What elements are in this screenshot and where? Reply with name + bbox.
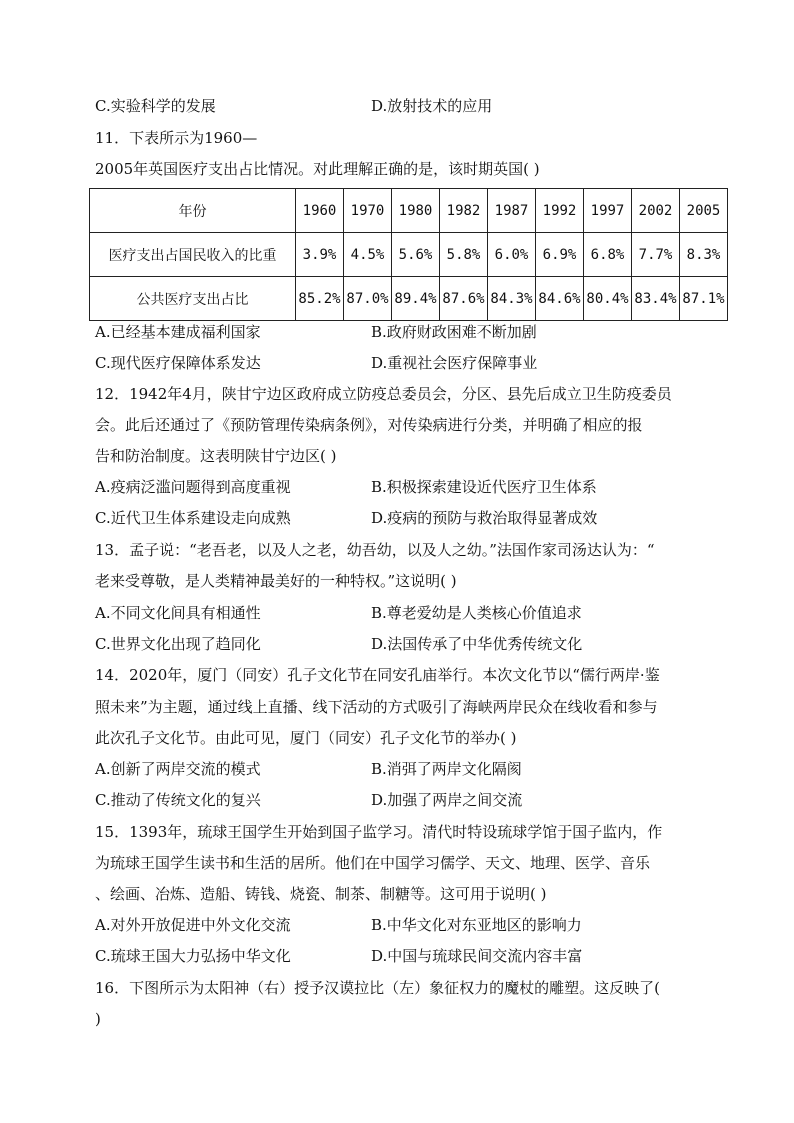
year-cell: 1982: [440, 189, 488, 233]
q14-stem-line1: 14．2020年，厦门（同安）孔子文化节在同安孔庙举行。本次文化节以“儒行两岸·鉴: [95, 666, 660, 684]
table-header-label: 年份: [90, 189, 296, 233]
value-cell: 7.7%: [632, 233, 680, 277]
q11-stem-line2: 2005年英国医疗支出占比情况。对此理解正确的是，该时期英国( ): [95, 160, 540, 178]
value-cell: 87.0%: [344, 277, 392, 321]
q13-option-b: B.尊老爱幼是人类核心价值追求: [371, 604, 582, 622]
q12-option-c: C.近代卫生体系建设走向成熟: [95, 509, 291, 527]
medical-expenditure-table: [89, 188, 728, 321]
year-cell: 2002: [632, 189, 680, 233]
value-cell: 6.9%: [536, 233, 584, 277]
q15-option-d: D.中国与琉球民间交流内容丰富: [371, 947, 583, 965]
q13-option-d: D.法国传承了中华优秀传统文化: [371, 635, 583, 653]
table-row-income-share: [90, 233, 728, 277]
q12-option-a: A.疫病泛滥问题得到高度重视: [95, 478, 291, 496]
q12-stem-line1: 12．1942年4月，陕甘宁边区政府成立防疫总委员会，分区、县先后成立卫生防疫委员: [95, 385, 672, 403]
q13-stem-line1: 13．孟子说：“老吾老，以及人之老，幼吾幼，以及人之幼。”法国作家司汤达认为：“: [95, 541, 655, 559]
q14-option-d: D.加强了两岸之间交流: [371, 791, 523, 809]
value-cell: 85.2%: [296, 277, 344, 321]
value-cell: 87.6%: [440, 277, 488, 321]
q15-stem-line2: 为琉球王国学生读书和生活的居所。他们在中国学习儒学、天文、地理、医学、音乐: [95, 854, 651, 872]
value-cell: 6.0%: [488, 233, 536, 277]
value-cell: 3.9%: [296, 233, 344, 277]
q12-stem-line3: 告和防治制度。这表明陕甘宁边区( ): [95, 447, 337, 465]
q13-option-a: A.不同文化间具有相通性: [95, 604, 261, 622]
q13-stem-line2: 老来受尊敬，是人类精神最美好的一种特权。”这说明( ): [95, 572, 457, 590]
table-row-years: [90, 189, 728, 233]
q10-option-d: D.放射技术的应用: [371, 97, 493, 115]
q11-option-b: B.政府财政困难不断加剧: [371, 323, 537, 341]
value-cell: 5.8%: [440, 233, 488, 277]
q11-stem-line1: 11．下表所示为1960—: [95, 129, 258, 147]
year-cell: 1997: [584, 189, 632, 233]
q12-stem-line2: 会。此后还通过了《预防管理传染病条例》，对传染病进行分类，并明确了相应的报: [95, 416, 643, 434]
row-label-public-share: 公共医疗支出占比: [90, 277, 296, 321]
value-cell: 83.4%: [632, 277, 680, 321]
value-cell: 84.6%: [536, 277, 584, 321]
value-cell: 89.4%: [392, 277, 440, 321]
year-cell: 1970: [344, 189, 392, 233]
year-cell: 2005: [680, 189, 728, 233]
q14-option-a: A.创新了两岸交流的模式: [95, 760, 261, 778]
q11-option-c: C.现代医疗保障体系发达: [95, 354, 261, 372]
row-label-income-share: 医疗支出占国民收入的比重: [90, 233, 296, 277]
value-cell: 5.6%: [392, 233, 440, 277]
q15-option-a: A.对外开放促进中外文化交流: [95, 916, 291, 934]
year-cell: 1992: [536, 189, 584, 233]
q16-stem-line1: 16．下图所示为太阳神（右）授予汉谟拉比（左）象征权力的魔杖的雕塑。这反映了(: [95, 979, 660, 997]
q12-option-d: D.疫病的预防与救治取得显著成效: [371, 509, 598, 527]
table-row-public-share: [90, 277, 728, 321]
q13-option-c: C.世界文化出现了趋同化: [95, 635, 261, 653]
q15-stem-line1: 15．1393年，琉球王国学生开始到国子监学习。清代时特设琉球学馆于国子监内，作: [95, 823, 663, 841]
q16-stem-line2: ): [95, 1010, 101, 1028]
value-cell: 6.8%: [584, 233, 632, 277]
value-cell: 84.3%: [488, 277, 536, 321]
q15-option-c: C.琉球王国大力弘扬中华文化: [95, 947, 291, 965]
q12-option-b: B.积极探索建设近代医疗卫生体系: [371, 478, 597, 496]
value-cell: 80.4%: [584, 277, 632, 321]
value-cell: 87.1%: [680, 277, 728, 321]
year-cell: 1980: [392, 189, 440, 233]
q14-option-b: B.消弭了两岸文化隔阂: [371, 760, 522, 778]
q14-option-c: C.推动了传统文化的复兴: [95, 791, 261, 809]
value-cell: 4.5%: [344, 233, 392, 277]
year-cell: 1987: [488, 189, 536, 233]
q11-option-d: D.重视社会医疗保障事业: [371, 354, 538, 372]
q11-option-a: A.已经基本建成福利国家: [95, 323, 261, 341]
year-cell: 1960: [296, 189, 344, 233]
q15-option-b: B.中华文化对东亚地区的影响力: [371, 916, 582, 934]
value-cell: 8.3%: [680, 233, 728, 277]
q15-stem-line3: 、绘画、冶炼、造船、铸钱、烧瓷、制茶、制糖等。这可用于说明( ): [95, 885, 547, 903]
q10-option-c: C.实验科学的发展: [95, 97, 216, 115]
q14-stem-line2: 照未来”为主题，通过线上直播、线下活动的方式吸引了海峡两岸民众在线收看和参与: [95, 698, 658, 716]
q14-stem-line3: 此次孔子文化节。由此可见，厦门（同安）孔子文化节的举办( ): [95, 729, 517, 747]
